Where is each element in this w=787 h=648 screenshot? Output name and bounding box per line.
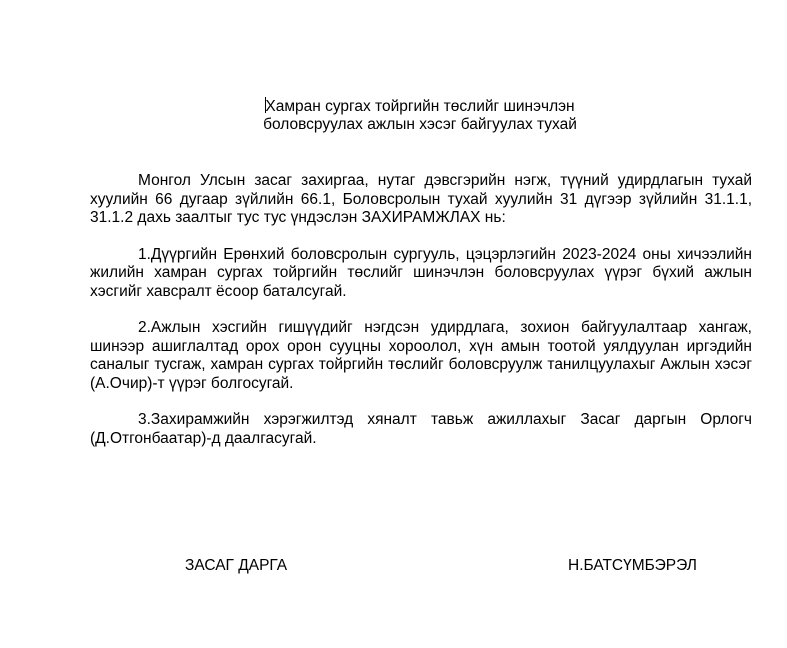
document-title — [200, 97, 640, 134]
decree-item-2: 2.Ажлын хэсгийн гишүүдийг нэгдсэн удирдлага, зохион байгуулалтаар хангаж, шинээр ашиглалтад орох орон сууцны хороолол, хүн амын тоотой уялдуулан иргэдийн саналыг тусгаж, хамран сургах тойргийн төслийг боловсруулж танилцуулахыг Ажлын хэсэг (А.Очир)-т үүрэг болгосугай. — [90, 319, 752, 392]
title-line-1-text: Хамран сургах тойргийн төслийг шинэчлэн — [265, 98, 575, 115]
preamble-paragraph: Монгол Улсын засаг захиргаа, нутаг дэвсгэрийн нэгж, түүний удирдлагын тухай хуулийн 66 дугаар зүйлийн 66.1, Боловсролын тухай хуулийн 31 дүгээр зүйлийн 31.1.1, 31.1.2 дахь заалтыг тус тус үндэслэн ЗАХИРАМЖЛАХ нь: — [90, 172, 752, 226]
signature-name: Н.БАТСҮМБЭРЭЛ — [568, 557, 697, 574]
title-line-1 — [200, 97, 640, 116]
document-body — [90, 172, 752, 466]
title-line-2: боловсруулах ажлын хэсэг байгуулах тухай — [263, 116, 577, 133]
signature-title: ЗАСАГ ДАРГА — [185, 557, 288, 574]
decree-item-1: 1.Дүүргийн Ерөнхий боловсролын сургууль, цэцэрлэгийн 2023-2024 оны хичээлийн жилийн хамран сургах тойргийн төслийг шинэчлэн боловсруулах үүрэг бүхий ажлын хэсгийг хавсралт ёсоор баталсугай. — [90, 245, 752, 300]
decree-item-3: 3.Захирамжийн хэрэгжилтэд хяналт тавьж ажиллахыг Засаг даргын Орлогч (Д.Отгонбаатар)-д даалгасугай. — [90, 411, 752, 447]
